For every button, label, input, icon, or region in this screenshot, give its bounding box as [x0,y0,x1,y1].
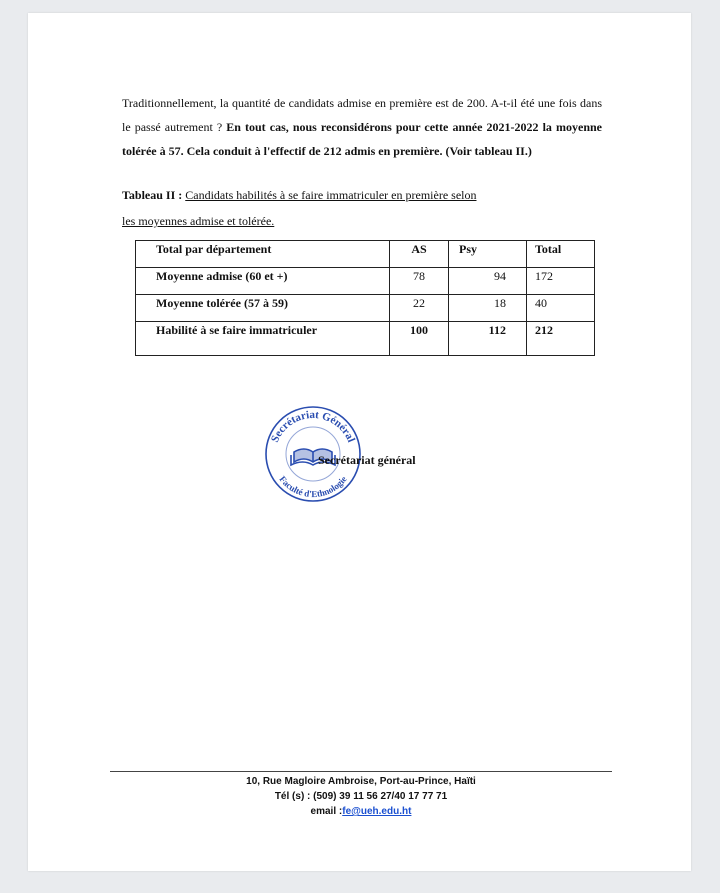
cell-total: 172 [527,268,595,295]
body-paragraph [122,91,602,163]
footer-email-label: email : [310,806,343,817]
row-label: Moyenne admise (60 et +) [136,268,390,295]
cell-psy: 94 [449,268,527,295]
row-label: Habilité à se faire immatriculer [136,322,390,356]
footer-phone: Tél (s) : (509) 39 11 56 27/40 17 77 71 [274,791,448,802]
cell-as: 22 [390,295,449,322]
cell-total: 212 [527,322,595,356]
cell-as: 100 [390,322,449,356]
footer [110,774,612,819]
footer-address: 10, Rue Magloire Ambroise, Port-au-Prince, Haïti [246,776,476,787]
stamp-bottom-text: Faculté d'Ethnologie [277,474,349,500]
cell-psy: 112 [449,322,527,356]
paragraph-text: Traditionnellement, la quantité de candidats admise en première est de 200. A-t-il été une fois dans le passé autrement ? [122,96,602,134]
email-link[interactable]: fe@ueh.edu.ht [342,806,412,817]
header-cell: Psy [449,241,527,268]
cell-as: 78 [390,268,449,295]
table-row [136,322,595,356]
header-cell: Total [527,241,595,268]
footer-email-line [110,804,612,819]
table-caption-line1: Candidats habilités à se faire immatriculer en première selon [185,188,477,202]
row-label: Moyenne tolérée (57 à 59) [136,295,390,322]
footer-divider [110,771,612,772]
cell-psy: 18 [449,295,527,322]
table-caption [122,187,476,203]
table-header-row [136,241,595,268]
table-row [136,295,595,322]
signature-label: Secrétariat général [318,453,416,467]
header-cell: AS [390,241,449,268]
cell-total: 40 [527,295,595,322]
data-table [135,240,595,356]
document-page [28,13,691,871]
paragraph-bold-text: En tout cas, nous reconsidérons pour cette année 2021-2022 la moyenne tolérée à 57. Cela conduit à l'effectif de 212 admis en première. (Voir tableau II.) [122,120,602,158]
stamp-top-text: Secrétariat Général [268,408,358,445]
table-caption-line2: les moyennes admise et tolérée. [122,214,275,228]
table-caption-label: Tableau II : [122,188,183,202]
header-cell: Total par département [136,241,390,268]
table-row [136,268,595,295]
